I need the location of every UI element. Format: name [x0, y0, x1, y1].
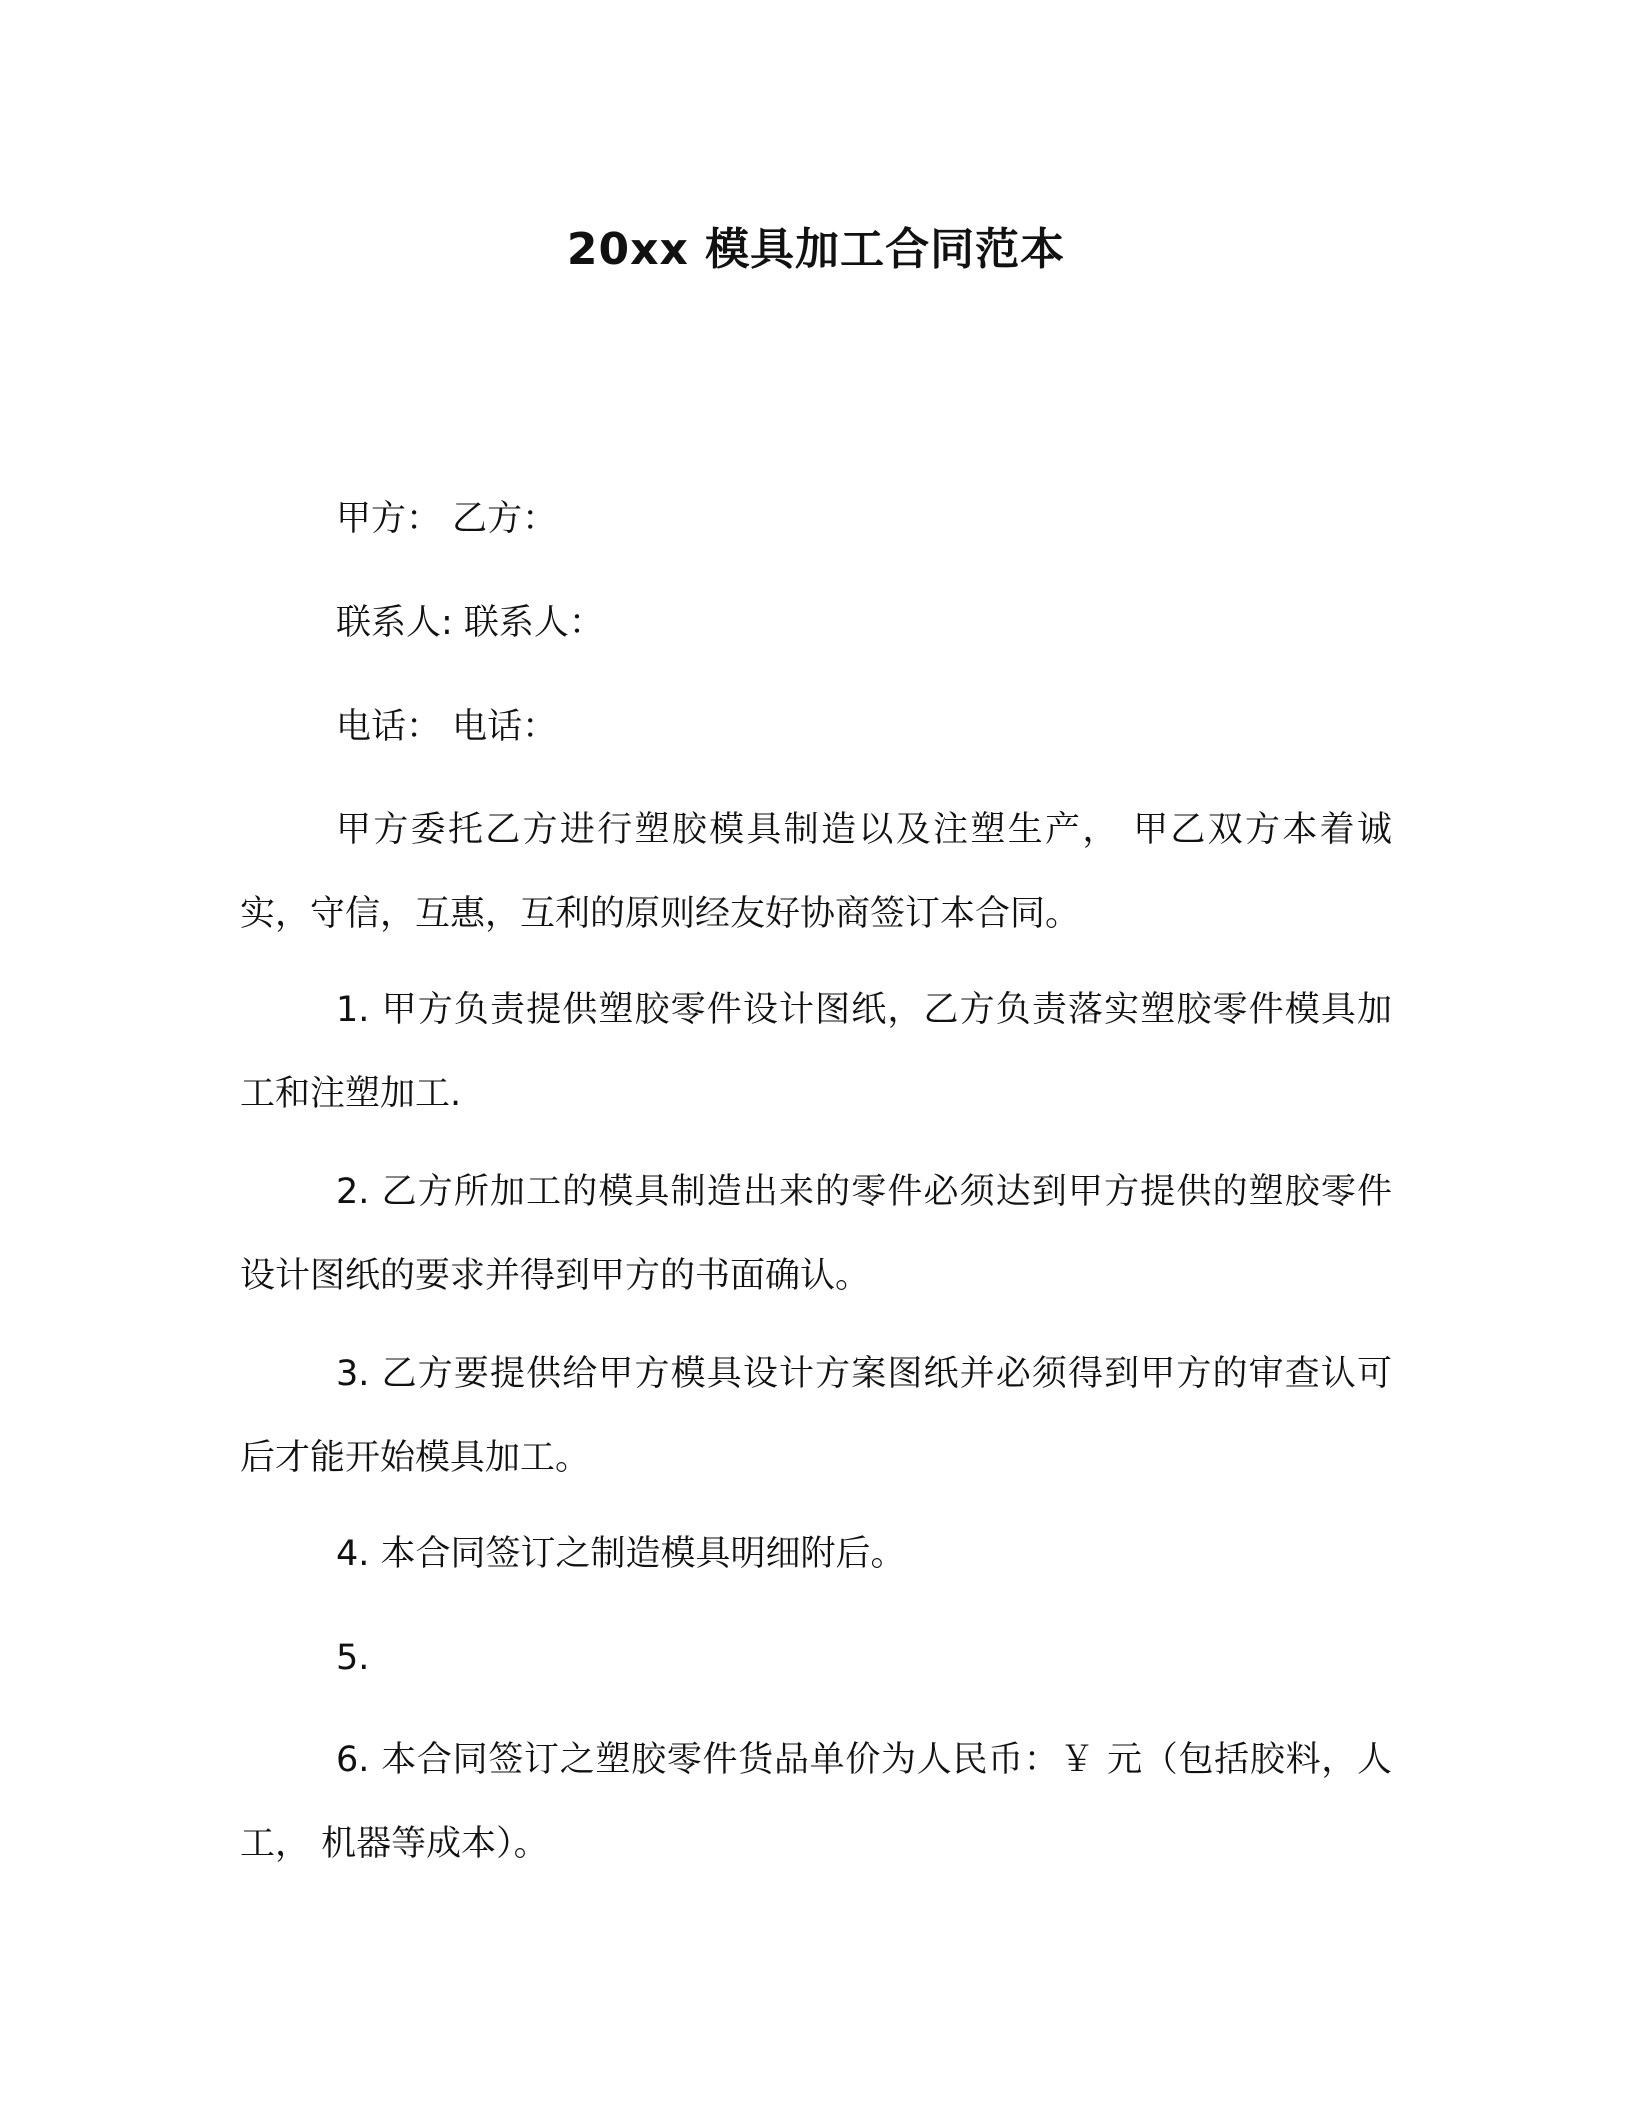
clause-3: 3. 乙方要提供给甲方模具设计方案图纸并必须得到甲方的审查认可后才能开始模具加工。: [240, 1354, 1392, 1478]
contact-person-line: 联系人: 联系人：: [336, 603, 604, 643]
clause-2: 2. 乙方所加工的模具制造出来的零件必须达到甲方提供的塑胶零件设计图纸的要求并得到甲方的书面确认。: [240, 1172, 1392, 1296]
intro-paragraph: 甲方委托乙方进行塑胶模具制造以及注塑生产， 甲乙双方本着诚实，守信，互惠，互利的原则经友好协商签订本合同。: [240, 810, 1392, 934]
document-title: 20xx 模具加工合同范本: [566, 224, 1066, 275]
party-names-line: 甲方： 乙方：: [336, 499, 558, 539]
clause-1: 1. 甲方负责提供塑胶零件设计图纸，乙方负责落实塑胶零件模具加工和注塑加工.: [240, 990, 1392, 1114]
clause-5: 5.: [336, 1638, 370, 1678]
clause-6: 6. 本合同签订之塑胶零件货品单价为人民币：￥ 元（包括胶料，人工， 机器等成本）。: [240, 1740, 1392, 1864]
phone-line: 电话： 电话：: [336, 707, 558, 747]
clause-4: 4. 本合同签订之制造模具明细附后。: [336, 1534, 906, 1574]
